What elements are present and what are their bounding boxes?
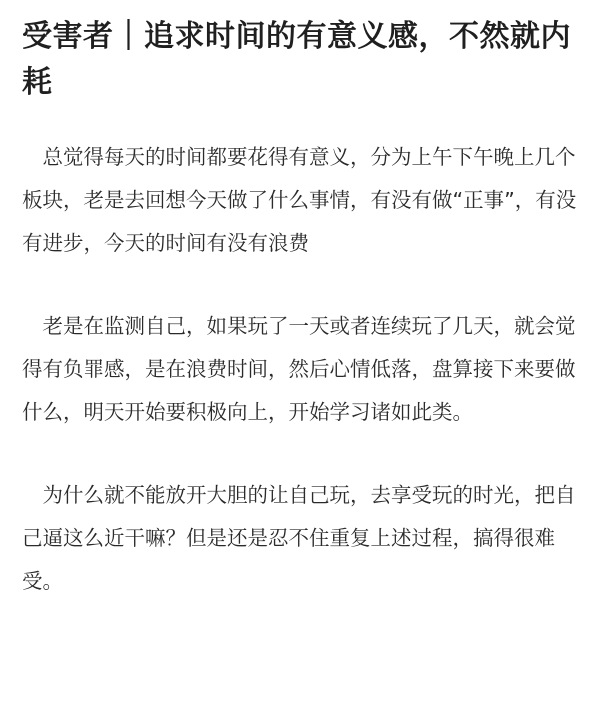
paragraph-3: 为什么就不能放开大胆的让自己玩，去享受玩的时光，把自己逼这么近干嘛？但是还是忍不住重复上述过程，搞得很难受。 xyxy=(22,483,576,593)
paragraph-2: 老是在监测自己，如果玩了一天或者连续玩了几天，就会觉得有负罪感，是在浪费时间，然后心情低落，盘算接下来要做什么，明天开始要积极向上，开始学习诸如此类。 xyxy=(22,314,576,424)
article-title: 受害者｜追求时间的有意义感，不然就内耗 xyxy=(22,19,571,100)
paragraph-1: 总觉得每天的时间都要花得有意义，分为上午下午晚上几个板块，老是去回想今天做了什么事情，有没有做“正事”，有没有进步，今天的时间有没有浪费 xyxy=(22,145,577,255)
